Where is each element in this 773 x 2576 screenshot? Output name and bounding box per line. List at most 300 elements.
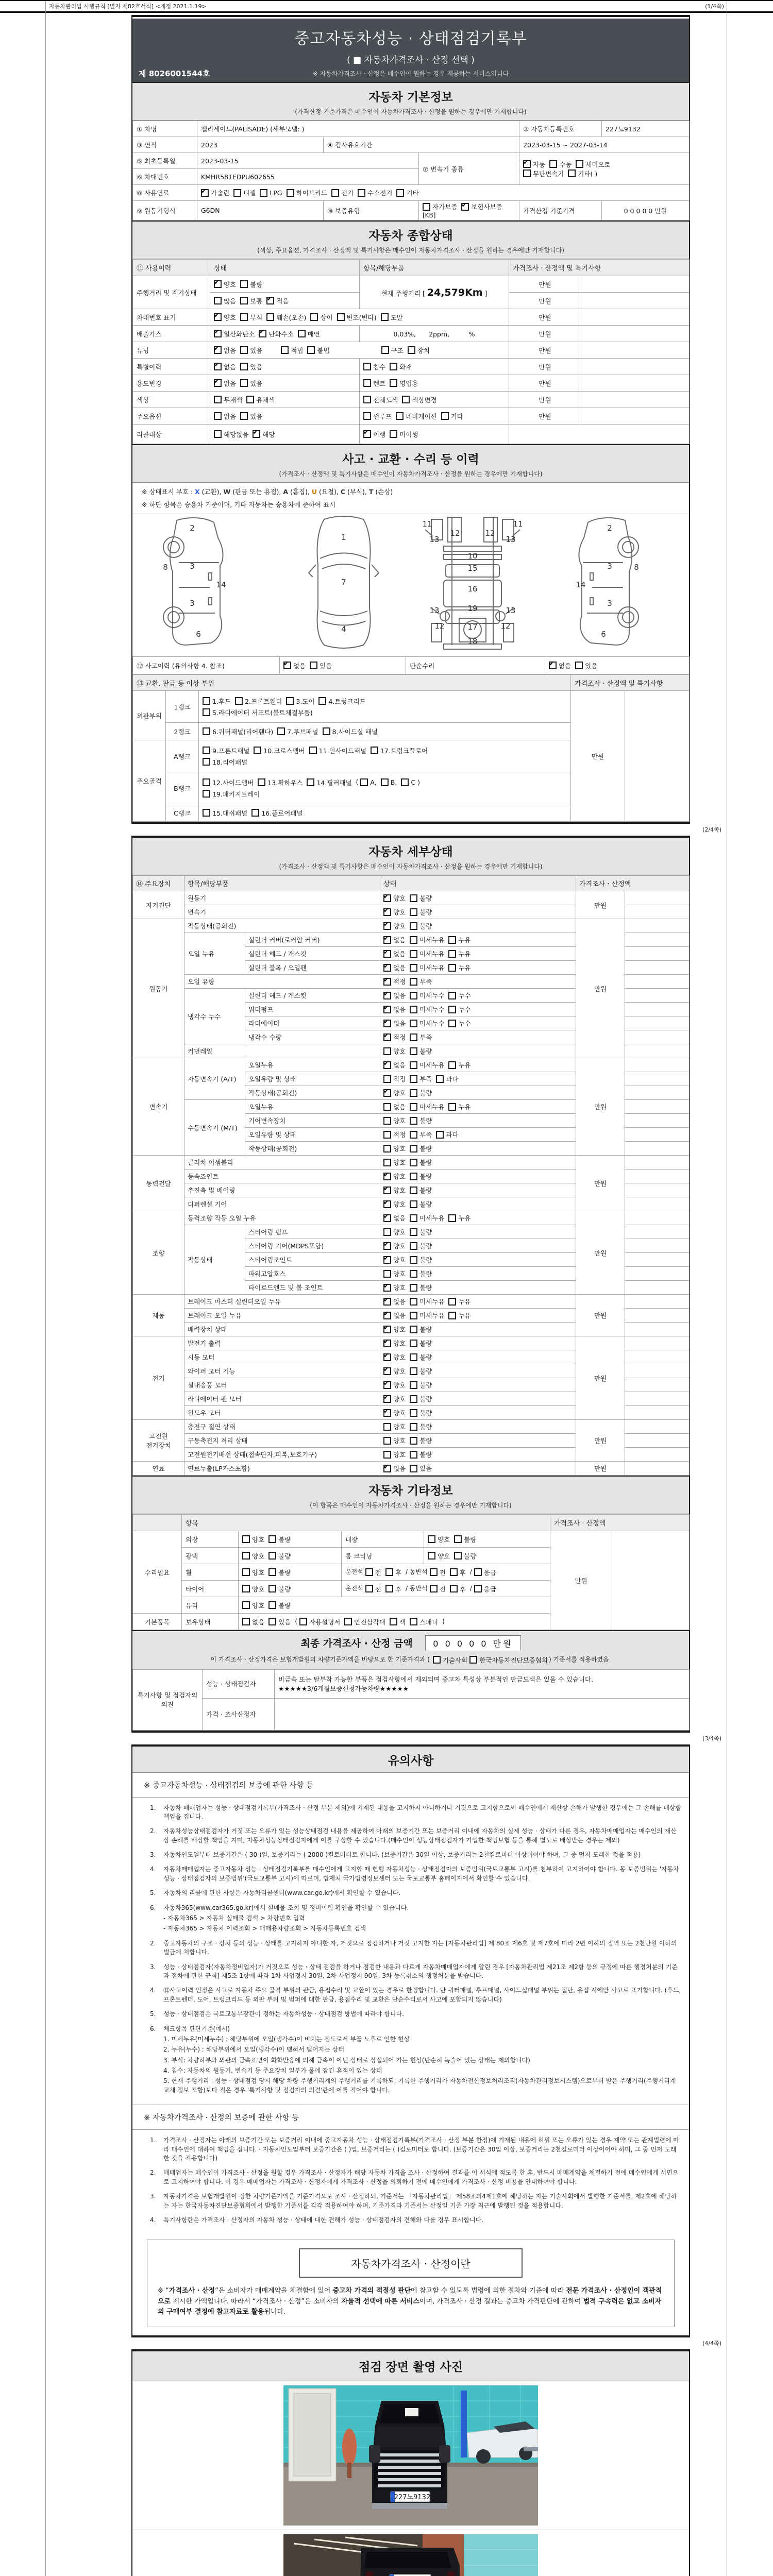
checkbox-icon[interactable] — [410, 1381, 417, 1389]
checkbox-option[interactable] — [448, 1005, 470, 1014]
checkbox-icon[interactable] — [251, 809, 259, 817]
checkbox-icon[interactable] — [454, 1535, 462, 1543]
checkbox-icon[interactable] — [253, 430, 260, 438]
checkbox-icon[interactable] — [448, 992, 456, 999]
checkbox-option[interactable] — [383, 1297, 406, 1306]
checkbox-option[interactable] — [203, 746, 249, 755]
checkbox-option[interactable] — [258, 778, 303, 787]
checkbox-option[interactable] — [396, 188, 418, 197]
checkbox-option[interactable] — [410, 1199, 432, 1209]
checkbox-icon[interactable] — [242, 1535, 250, 1543]
checkbox-icon[interactable] — [410, 1326, 417, 1333]
checkbox-option[interactable] — [363, 379, 385, 388]
checkbox-icon[interactable] — [410, 1270, 417, 1278]
checkbox-option[interactable] — [383, 1380, 406, 1389]
checkbox-icon[interactable] — [240, 363, 248, 370]
checkbox-option[interactable] — [286, 697, 314, 706]
checkbox-icon[interactable] — [383, 1256, 391, 1264]
checkbox-option[interactable] — [242, 1617, 264, 1626]
checkbox-icon[interactable] — [344, 1618, 352, 1625]
checkbox-option[interactable] — [410, 1213, 444, 1223]
checkbox-icon[interactable] — [410, 1465, 417, 1472]
checkbox-option[interactable] — [448, 1311, 470, 1320]
checkbox-icon[interactable] — [383, 1020, 391, 1027]
checkbox-option[interactable] — [214, 362, 236, 371]
checkbox-icon[interactable] — [240, 280, 248, 288]
checkbox-icon[interactable] — [448, 1298, 456, 1306]
checkbox-icon[interactable] — [576, 160, 583, 168]
checkbox-option[interactable] — [523, 160, 545, 169]
checkbox-icon[interactable] — [337, 313, 345, 321]
checkbox-option[interactable] — [410, 1283, 432, 1292]
checkbox-option[interactable] — [383, 991, 406, 1000]
checkbox-option[interactable] — [383, 1019, 406, 1028]
checkbox-icon[interactable] — [203, 758, 210, 766]
checkbox-icon[interactable] — [390, 430, 397, 438]
checkbox-option[interactable] — [266, 296, 289, 306]
checkbox-option[interactable] — [242, 1601, 264, 1610]
checkbox-option[interactable] — [383, 1311, 406, 1320]
checkbox-icon[interactable] — [410, 1618, 417, 1625]
checkbox-option[interactable] — [410, 977, 432, 986]
checkbox-icon[interactable] — [383, 1465, 391, 1472]
checkbox-icon[interactable] — [448, 1006, 456, 1013]
checkbox-icon[interactable] — [214, 363, 222, 370]
checkbox-option[interactable] — [344, 1617, 385, 1626]
checkbox-option[interactable] — [423, 202, 457, 211]
checkbox-option[interactable] — [259, 329, 293, 338]
checkbox-icon[interactable] — [423, 203, 430, 211]
checkbox-option[interactable] — [383, 1269, 406, 1278]
checkbox-icon[interactable] — [363, 379, 371, 387]
checkbox-option[interactable] — [383, 907, 406, 917]
checkbox-option[interactable] — [383, 1422, 406, 1431]
checkbox-icon[interactable] — [383, 894, 391, 902]
checkbox-icon[interactable] — [383, 1423, 391, 1431]
checkbox-icon[interactable] — [410, 1075, 417, 1083]
checkbox-icon[interactable] — [242, 1552, 250, 1560]
checkbox-option[interactable] — [474, 1584, 496, 1594]
checkbox-icon[interactable] — [203, 809, 210, 817]
checkbox-icon[interactable] — [240, 297, 248, 304]
checkbox-icon[interactable] — [436, 1131, 444, 1139]
checkbox-option[interactable] — [287, 188, 327, 197]
checkbox-icon[interactable] — [410, 908, 417, 916]
checkbox-icon[interactable] — [448, 1061, 456, 1069]
checkbox-icon[interactable] — [383, 1089, 391, 1097]
checkbox-option[interactable] — [383, 921, 406, 930]
checkbox-option[interactable] — [240, 280, 262, 289]
checkbox-icon[interactable] — [448, 936, 456, 944]
checkbox-option[interactable] — [246, 395, 275, 404]
checkbox-option[interactable] — [203, 708, 313, 717]
checkbox-icon[interactable] — [214, 313, 222, 321]
checkbox-option[interactable] — [318, 697, 365, 706]
checkbox-option[interactable] — [383, 1032, 406, 1042]
checkbox-option[interactable] — [385, 1584, 401, 1594]
checkbox-option[interactable] — [203, 727, 273, 736]
checkbox-icon[interactable] — [307, 778, 314, 786]
checkbox-icon[interactable] — [410, 1131, 417, 1139]
checkbox-icon[interactable] — [298, 330, 306, 337]
checkbox-option[interactable] — [448, 1213, 470, 1223]
checkbox-icon[interactable] — [454, 1552, 462, 1560]
checkbox-option[interactable] — [240, 346, 262, 355]
checkbox-option[interactable] — [383, 1450, 406, 1459]
checkbox-icon[interactable] — [383, 1228, 391, 1236]
checkbox-option[interactable] — [390, 1617, 406, 1626]
checkbox-option[interactable] — [410, 893, 432, 903]
checkbox-icon[interactable] — [254, 747, 261, 754]
checkbox-icon[interactable] — [383, 1159, 391, 1166]
checkbox-icon[interactable] — [410, 1312, 417, 1319]
checkbox-icon[interactable] — [309, 747, 317, 754]
checkbox-option[interactable] — [410, 1269, 432, 1278]
checkbox-icon[interactable] — [436, 1075, 444, 1083]
checkbox-icon[interactable] — [430, 1585, 438, 1592]
checkbox-option[interactable] — [307, 778, 351, 787]
checkbox-icon[interactable] — [383, 950, 391, 958]
checkbox-icon[interactable] — [448, 1214, 456, 1222]
checkbox-option[interactable] — [381, 313, 403, 322]
checkbox-icon[interactable] — [383, 1131, 391, 1139]
checkbox-option[interactable] — [299, 1617, 340, 1626]
checkbox-icon[interactable] — [383, 1075, 391, 1083]
checkbox-option[interactable] — [410, 1297, 444, 1306]
checkbox-option[interactable] — [383, 935, 406, 944]
checkbox-option[interactable] — [363, 362, 385, 371]
checkbox-icon[interactable] — [360, 778, 368, 786]
checkbox-option[interactable] — [337, 313, 377, 322]
checkbox-icon[interactable] — [214, 412, 222, 420]
checkbox-option[interactable] — [268, 1617, 291, 1626]
checkbox-option[interactable] — [410, 1116, 432, 1125]
checkbox-option[interactable] — [410, 991, 444, 1000]
checkbox-option[interactable] — [402, 395, 436, 404]
checkbox-option[interactable] — [410, 1450, 432, 1459]
checkbox-icon[interactable] — [235, 697, 243, 705]
checkbox-option[interactable] — [383, 1325, 406, 1334]
checkbox-icon[interactable] — [474, 1568, 482, 1576]
checkbox-option[interactable] — [410, 921, 432, 930]
checkbox-icon[interactable] — [383, 1326, 391, 1333]
checkbox-icon[interactable] — [203, 778, 210, 786]
checkbox-option[interactable] — [383, 1046, 406, 1056]
checkbox-option[interactable] — [383, 1352, 406, 1362]
checkbox-option[interactable] — [214, 346, 236, 355]
checkbox-option[interactable] — [383, 1338, 406, 1348]
checkbox-icon[interactable] — [410, 950, 417, 958]
checkbox-icon[interactable] — [214, 430, 222, 438]
checkbox-option[interactable] — [410, 1046, 432, 1056]
checkbox-option[interactable] — [310, 313, 332, 322]
checkbox-icon[interactable] — [396, 189, 404, 197]
checkbox-option[interactable] — [428, 1551, 450, 1561]
checkbox-icon[interactable] — [268, 1568, 276, 1576]
checkbox-option[interactable] — [383, 1074, 406, 1083]
checkbox-icon[interactable] — [385, 1568, 393, 1576]
checkbox-icon[interactable] — [383, 1006, 391, 1013]
checkbox-option[interactable] — [283, 661, 306, 670]
checkbox-option[interactable] — [365, 1568, 381, 1577]
checkbox-icon[interactable] — [233, 189, 241, 197]
checkbox-icon[interactable] — [268, 1601, 276, 1609]
checkbox-option[interactable] — [383, 1436, 406, 1445]
checkbox-icon[interactable] — [331, 189, 339, 197]
checkbox-option[interactable] — [309, 746, 366, 755]
checkbox-option[interactable] — [214, 430, 248, 439]
checkbox-option[interactable] — [323, 727, 378, 736]
checkbox-icon[interactable] — [201, 189, 209, 197]
checkbox-icon[interactable] — [383, 978, 391, 986]
checkbox-icon[interactable] — [383, 1353, 391, 1361]
checkbox-option[interactable] — [363, 395, 398, 404]
checkbox-icon[interactable] — [523, 160, 531, 168]
checkbox-icon[interactable] — [242, 1601, 250, 1609]
checkbox-option[interactable] — [410, 1074, 432, 1083]
checkbox-option[interactable] — [410, 1005, 444, 1014]
checkbox-option[interactable] — [310, 661, 332, 670]
checkbox-option[interactable] — [383, 977, 406, 986]
checkbox-option[interactable] — [360, 778, 377, 786]
checkbox-option[interactable] — [363, 430, 385, 439]
checkbox-icon[interactable] — [242, 1618, 250, 1625]
checkbox-icon[interactable] — [383, 1437, 391, 1445]
checkbox-option[interactable] — [448, 963, 470, 972]
checkbox-icon[interactable] — [410, 964, 417, 972]
checkbox-icon[interactable] — [410, 1117, 417, 1125]
checkbox-icon[interactable] — [383, 992, 391, 999]
checkbox-icon[interactable] — [549, 160, 557, 168]
checkbox-icon[interactable] — [363, 430, 371, 438]
checkbox-option[interactable] — [254, 746, 305, 755]
checkbox-icon[interactable] — [214, 396, 222, 403]
checkbox-option[interactable] — [410, 1394, 432, 1403]
checkbox-option[interactable] — [383, 1130, 406, 1139]
checkbox-icon[interactable] — [383, 1409, 391, 1417]
checkbox-option[interactable] — [268, 1568, 291, 1577]
checkbox-option[interactable] — [474, 1568, 496, 1577]
checkbox-icon[interactable] — [448, 964, 456, 972]
checkbox-option[interactable] — [214, 329, 255, 338]
checkbox-icon[interactable] — [410, 1395, 417, 1403]
checkbox-option[interactable] — [410, 1380, 432, 1389]
checkbox-option[interactable] — [268, 1551, 291, 1561]
checkbox-icon[interactable] — [383, 1395, 391, 1403]
checkbox-option[interactable] — [410, 1436, 432, 1445]
checkbox-option[interactable] — [575, 661, 597, 670]
checkbox-option[interactable] — [383, 1005, 406, 1014]
checkbox-option[interactable] — [454, 1551, 476, 1561]
checkbox-option[interactable] — [214, 280, 236, 289]
checkbox-icon[interactable] — [266, 297, 274, 304]
checkbox-option[interactable] — [576, 160, 610, 169]
checkbox-icon[interactable] — [383, 1242, 391, 1250]
checkbox-icon[interactable] — [266, 313, 274, 321]
checkbox-icon[interactable] — [260, 189, 267, 197]
checkbox-option[interactable] — [383, 1158, 406, 1167]
checkbox-icon[interactable] — [410, 1284, 417, 1292]
checkbox-option[interactable] — [203, 789, 260, 799]
checkbox-option[interactable] — [568, 169, 597, 178]
checkbox-option[interactable] — [383, 1394, 406, 1403]
checkbox-icon[interactable] — [365, 1585, 373, 1592]
checkbox-icon[interactable] — [299, 1618, 307, 1625]
checkbox-option[interactable] — [383, 1172, 406, 1181]
checkbox-icon[interactable] — [474, 1585, 482, 1592]
checkbox-option[interactable] — [410, 1130, 432, 1139]
checkbox-icon[interactable] — [410, 1214, 417, 1222]
checkbox-icon[interactable] — [203, 747, 210, 754]
checkbox-option[interactable] — [410, 907, 432, 917]
checkbox-icon[interactable] — [383, 1298, 391, 1306]
checkbox-option[interactable] — [240, 296, 262, 306]
checkbox-icon[interactable] — [383, 1033, 391, 1041]
checkbox-icon[interactable] — [383, 1214, 391, 1222]
checkbox-icon[interactable] — [383, 922, 391, 930]
checkbox-icon[interactable] — [410, 1187, 417, 1194]
checkbox-icon[interactable] — [383, 1187, 391, 1194]
checkbox-option[interactable] — [448, 991, 470, 1000]
checkbox-option[interactable] — [430, 1584, 446, 1594]
checkbox-icon[interactable] — [383, 936, 391, 944]
checkbox-option[interactable] — [383, 1185, 406, 1195]
checkbox-option[interactable] — [214, 296, 236, 306]
checkbox-icon[interactable] — [310, 662, 317, 669]
checkbox-icon[interactable] — [410, 936, 417, 944]
checkbox-option[interactable] — [441, 412, 463, 421]
checkbox-option[interactable] — [410, 1366, 432, 1376]
checkbox-icon[interactable] — [410, 1298, 417, 1306]
checkbox-icon[interactable] — [318, 697, 326, 705]
checkbox-option[interactable] — [410, 1325, 432, 1334]
checkbox-icon[interactable] — [363, 396, 371, 403]
checkbox-icon[interactable] — [410, 1409, 417, 1417]
checkbox-option[interactable] — [436, 1130, 458, 1139]
checkbox-icon[interactable] — [203, 790, 210, 798]
checkbox-option[interactable] — [448, 1102, 470, 1111]
checkbox-option[interactable] — [268, 1535, 291, 1544]
checkbox-icon[interactable] — [214, 330, 222, 337]
checkbox-icon[interactable] — [410, 1103, 417, 1111]
checkbox-icon[interactable] — [390, 363, 397, 370]
checkbox-option[interactable] — [214, 412, 236, 421]
checkbox-option[interactable] — [410, 1617, 438, 1626]
checkbox-icon[interactable] — [410, 1089, 417, 1097]
checkbox-option[interactable] — [383, 949, 406, 958]
checkbox-option[interactable] — [448, 1019, 470, 1028]
checkbox-icon[interactable] — [381, 778, 389, 786]
checkbox-icon[interactable] — [390, 379, 397, 387]
checkbox-option[interactable] — [203, 697, 231, 706]
checkbox-option[interactable] — [410, 1185, 432, 1195]
checkbox-icon[interactable] — [214, 379, 222, 387]
checkbox-option[interactable] — [266, 313, 306, 322]
checkbox-icon[interactable] — [307, 346, 315, 354]
checkbox-icon[interactable] — [408, 346, 415, 354]
checkbox-icon[interactable] — [363, 363, 371, 370]
checkbox-option[interactable] — [277, 727, 318, 736]
checkbox-icon[interactable] — [383, 964, 391, 972]
checkbox-icon[interactable] — [283, 662, 291, 669]
checkbox-icon[interactable] — [268, 1552, 276, 1560]
checkbox-icon[interactable] — [448, 950, 456, 958]
checkbox-icon[interactable] — [240, 379, 248, 387]
checkbox-icon[interactable] — [383, 1367, 391, 1375]
checkbox-option[interactable] — [383, 1116, 406, 1125]
checkbox-option[interactable] — [383, 1088, 406, 1097]
checkbox-icon[interactable] — [410, 1340, 417, 1347]
checkbox-option[interactable] — [214, 379, 236, 388]
checkbox-option[interactable] — [410, 1158, 432, 1167]
checkbox-icon[interactable] — [410, 1423, 417, 1431]
checkbox-icon[interactable] — [410, 1367, 417, 1375]
checkbox-icon[interactable] — [461, 203, 469, 211]
checkbox-option[interactable] — [281, 346, 303, 355]
checkbox-option[interactable] — [385, 1568, 401, 1577]
checkbox-icon[interactable] — [242, 1585, 250, 1592]
checkbox-option[interactable] — [450, 1568, 466, 1577]
checkbox-option[interactable] — [383, 1213, 406, 1223]
checkbox-option[interactable] — [410, 1352, 432, 1362]
checkbox-option[interactable] — [381, 346, 404, 355]
checkbox-option[interactable] — [253, 430, 275, 439]
checkbox-icon[interactable] — [549, 662, 557, 669]
checkbox-icon[interactable] — [410, 1256, 417, 1264]
checkbox-option[interactable] — [396, 412, 436, 421]
checkbox-option[interactable] — [410, 1241, 432, 1250]
checkbox-icon[interactable] — [203, 708, 210, 716]
checkbox-option[interactable] — [383, 1283, 406, 1292]
checkbox-icon[interactable] — [281, 346, 289, 354]
checkbox-option[interactable] — [410, 935, 444, 944]
checkbox-icon[interactable] — [410, 1006, 417, 1013]
checkbox-icon[interactable] — [365, 1568, 373, 1576]
checkbox-option[interactable] — [365, 1584, 381, 1594]
checkbox-icon[interactable] — [410, 1451, 417, 1459]
checkbox-icon[interactable] — [441, 412, 449, 420]
checkbox-icon[interactable] — [323, 727, 330, 735]
checkbox-option[interactable] — [383, 1255, 406, 1264]
checkbox-icon[interactable] — [450, 1568, 458, 1576]
checkbox-option[interactable] — [428, 1535, 450, 1544]
checkbox-option[interactable] — [383, 1464, 406, 1473]
checkbox-option[interactable] — [461, 202, 502, 211]
checkbox-option[interactable] — [242, 1568, 264, 1577]
checkbox-option[interactable] — [410, 1102, 444, 1111]
checkbox-icon[interactable] — [383, 1312, 391, 1319]
checkbox-icon[interactable] — [575, 662, 583, 669]
checkbox-option[interactable] — [268, 1584, 291, 1594]
checkbox-option[interactable] — [383, 963, 406, 972]
checkbox-icon[interactable] — [410, 1437, 417, 1445]
checkbox-option[interactable] — [469, 1655, 548, 1665]
checkbox-option[interactable] — [448, 949, 470, 958]
checkbox-icon[interactable] — [383, 1340, 391, 1347]
checkbox-option[interactable] — [233, 188, 256, 197]
checkbox-option[interactable] — [383, 1102, 406, 1111]
checkbox-icon[interactable] — [383, 1103, 391, 1111]
checkbox-option[interactable] — [203, 808, 247, 818]
checkbox-option[interactable] — [390, 362, 412, 371]
checkbox-icon[interactable] — [383, 1145, 391, 1153]
checkbox-icon[interactable] — [410, 1020, 417, 1027]
checkbox-option[interactable] — [307, 346, 329, 355]
checkbox-option[interactable] — [523, 169, 564, 178]
checkbox-icon[interactable] — [448, 1020, 456, 1027]
checkbox-icon[interactable] — [410, 1047, 417, 1055]
checkbox-icon[interactable] — [410, 1200, 417, 1208]
